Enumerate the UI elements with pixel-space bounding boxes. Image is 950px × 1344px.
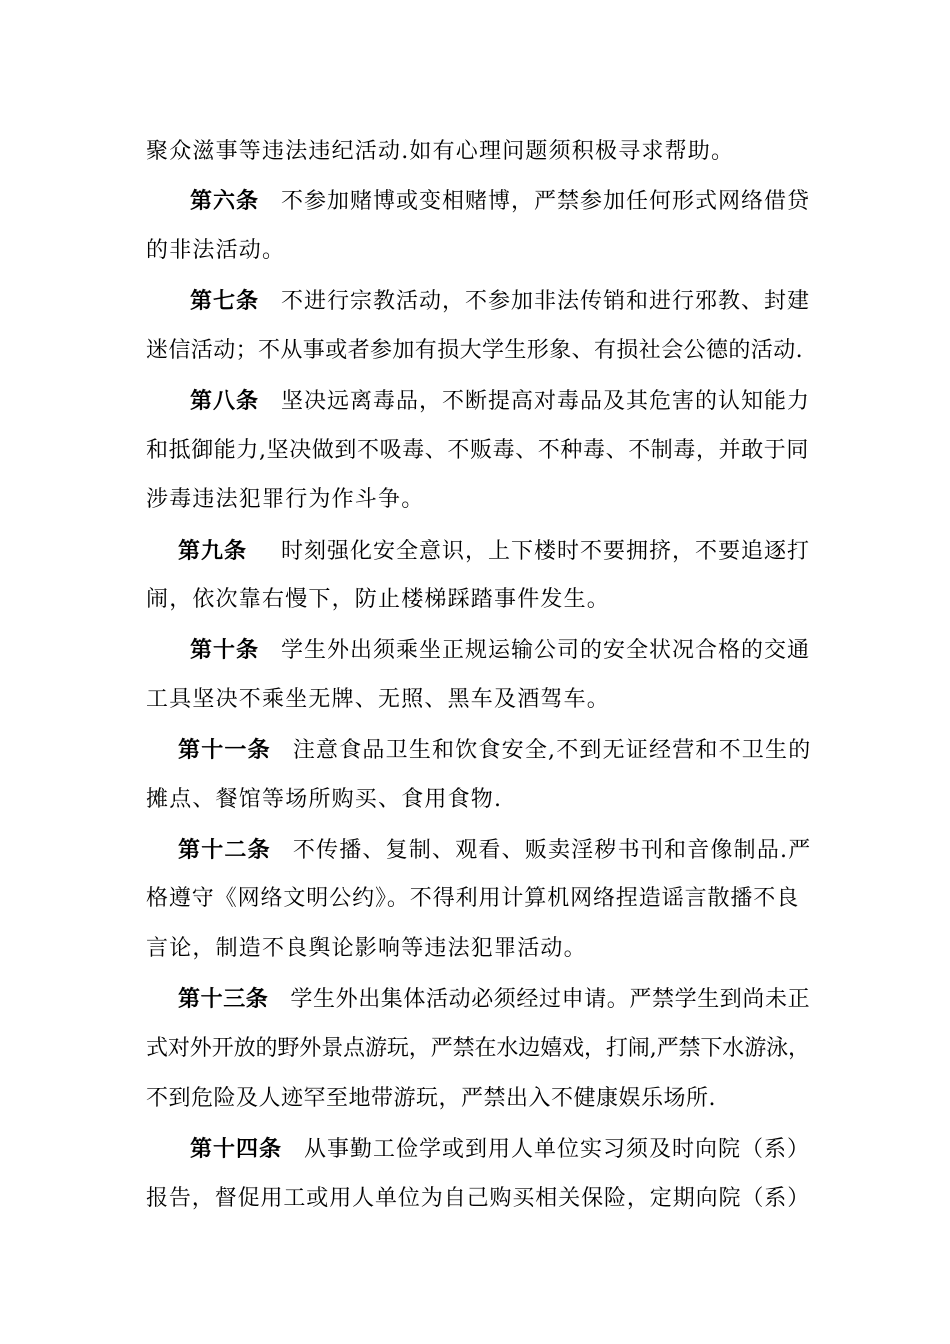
article-label: 第六条 (190, 188, 260, 214)
body-text: 不传播、复制、观看、贩卖淫秽书刊和音像制品.严 (292, 838, 812, 863)
body-text: 和抵御能力,坚决做到不吸毒、不贩毒、不种毒、不制毒，并敢于同 (146, 438, 809, 463)
article-label: 第九条 (178, 538, 248, 564)
article-14-line-1 (190, 1134, 810, 1165)
article-7-line-2 (146, 336, 803, 366)
article-6-line-2 (146, 236, 285, 266)
article-14-line-2 (146, 1184, 810, 1214)
article-11-line-1 (178, 735, 811, 766)
body-text: 报告，督促用工或用人单位为自己购买相关保险，定期向院（系） (146, 1186, 811, 1211)
body-text: 不进行宗教活动，不参加非法传销和进行邪教、封建 (281, 289, 811, 314)
article-12-line-2 (146, 884, 799, 914)
body-text: 不参加赌博或变相赌博，严禁参加任何形式网络借贷 (281, 189, 811, 214)
article-13-line-1 (178, 984, 810, 1015)
article-10-line-1 (190, 635, 810, 666)
article-label: 第十二条 (178, 837, 271, 863)
body-text: 闹，依次靠右慢下，防止楼梯踩踏事件发生。 (146, 587, 611, 612)
article-10-line-2 (146, 685, 610, 715)
body-text: 坚决远离毒品，不断提高对毒品及其危害的认知能力 (281, 389, 811, 414)
article-7-line-1 (190, 286, 810, 317)
article-9-line-2 (146, 585, 610, 615)
body-text: 迷信活动；不从事或者参加有损大学生形象、有损社会公德的活动. (146, 338, 803, 363)
article-8-line-1 (190, 386, 810, 417)
body-text: 式对外开放的野外景点游玩，严禁在水边嬉戏，打闹,严禁下水游泳， (146, 1036, 810, 1061)
article-label: 第十四条 (190, 1136, 283, 1162)
article-8-line-3 (146, 485, 424, 515)
body-text: 言论，制造不良舆论影响等违法犯罪活动。 (146, 936, 587, 961)
body-text: 不到危险及人迹罕至地带游玩，严禁出入不健康娱乐场所. (146, 1086, 716, 1111)
body-text: 涉毒违法犯罪行为作斗争。 (146, 487, 425, 512)
body-text: 摊点、餐馆等场所购买、食用食物. (146, 787, 503, 812)
body-text: 学生外出集体活动必须经过申请。严禁学生到尚未正 (290, 987, 811, 1012)
article-label: 第七条 (190, 288, 260, 314)
body-text: 学生外出须乘坐正规运输公司的安全状况合格的交通 (281, 638, 811, 663)
article-13-line-3 (146, 1084, 716, 1114)
paragraph-line (146, 137, 734, 167)
body-text: 聚众滋事等违法违纪活动.如有心理问题须积极寻求帮助。 (146, 139, 735, 164)
body-text: 从事勤工俭学或到用人单位实习须及时向院（系） (304, 1137, 811, 1162)
article-label: 第八条 (190, 388, 260, 414)
article-8-line-2 (146, 436, 809, 466)
article-12-line-1 (178, 835, 811, 866)
body-text: 时刻强化安全意识，上下楼时不要拥挤，不要追逐打 (281, 539, 811, 564)
article-label: 第十条 (190, 637, 260, 663)
body-text: 的非法活动。 (146, 238, 286, 263)
article-label: 第十一条 (178, 737, 271, 763)
article-11-line-2 (146, 785, 502, 815)
article-13-line-2 (146, 1034, 810, 1064)
body-text: 工具坚决不乘坐无牌、无照、黑车及酒驾车。 (146, 687, 611, 712)
article-9-line-1 (178, 536, 810, 567)
article-label: 第十三条 (178, 986, 269, 1012)
article-6-line-1 (190, 186, 810, 217)
body-text: 注意食品卫生和饮食安全,不到无证经营和不卫生的 (292, 738, 812, 763)
article-12-line-3 (146, 934, 587, 964)
body-text: 格遵守《网络文明公约》。不得利用计算机网络捏造谣言散播不良 (146, 886, 800, 911)
